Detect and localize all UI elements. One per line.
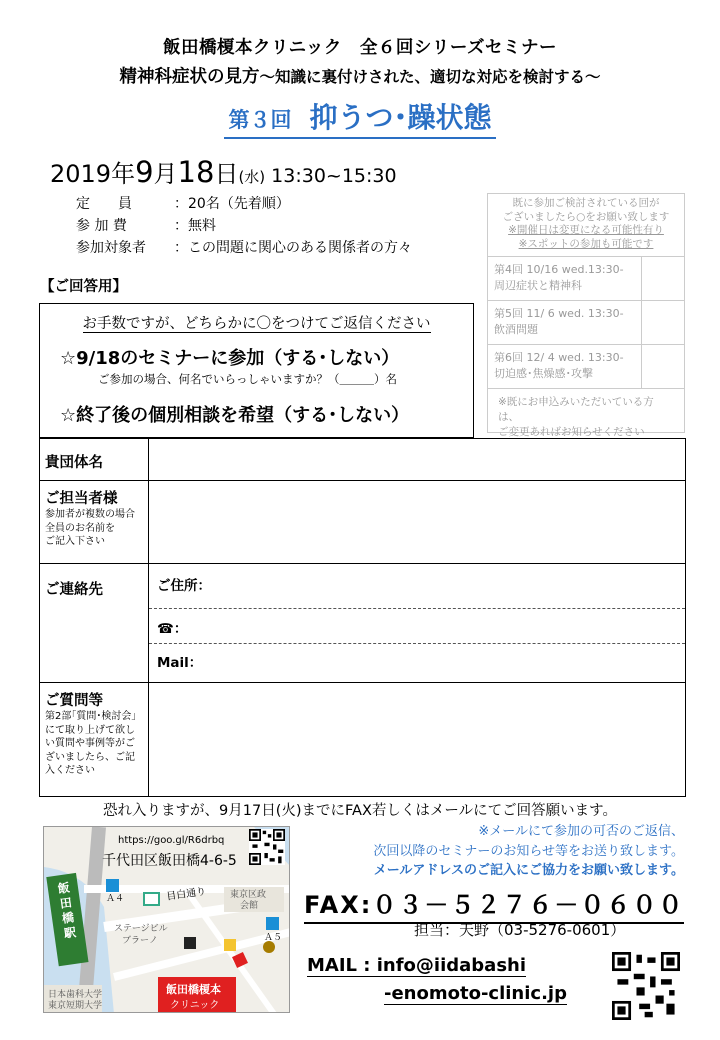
info-target: 参加対象者 ：この問題に関心のある関係者の方々 — [76, 240, 412, 256]
person-field[interactable] — [149, 481, 686, 564]
email-qr-code[interactable] — [612, 952, 680, 1020]
map-url[interactable]: https://goo.gl/R6drbq — [118, 835, 225, 846]
schedule-note-box: 既に参加ご検討されている回が ございましたら○をお願い致します ※開催日は変更になる可能性有り ※スポットの参加も可能です 第4回 10/16 wed.13:30- 周辺症状と精神科 第5回 11/ 6 wed. 13:30- 飲酒問題 第6回 12/ 4 wed. 13:30- 切迫感･焦燥感･攻撃 ※既にお申込みいただいている方は、 ご変更あればお知らせください — [487, 193, 685, 433]
exit-a5-label: Ａ５ — [264, 933, 283, 943]
clinic-marker-label: 飯田橋榎本 — [166, 983, 221, 996]
contact-label: ご連絡先 — [45, 582, 103, 598]
person-label: ご担当者様 — [45, 491, 118, 507]
reply-form-table: 貴団体名 ご担当者様 参加者が複数の場合 全員のお名前を ご記入下さい ご連絡先 ご住所： ☎： Mail： ご質問等 第2部｢質問･検討会｣にて取り上げて欲しい質問や事例等がございましたら、ご記入ください — [39, 438, 686, 797]
map-qr-code[interactable] — [249, 829, 285, 865]
org-field[interactable] — [149, 439, 686, 481]
attend-question[interactable]: ☆9/18のセミナーに参加（する･しない） — [60, 348, 400, 369]
schedule-row-6[interactable]: 第6回 12/ 4 wed. 13:30- 切迫感･焦燥感･攻撃 — [488, 345, 684, 389]
seminar-subtitle — [0, 63, 720, 88]
seminar-series-title: 飯田橋榎本クリニック 全６回シリーズセミナー — [162, 38, 558, 58]
contact-person: 担当：天野（03-5276-0601） — [414, 921, 626, 939]
question-note: 第2部｢質問･検討会｣にて取り上げて欲しい質問や事例等がございましたら、ご記入ください — [45, 711, 137, 776]
consultation-question[interactable]: ☆終了後の個別相談を希望（する･しない） — [60, 405, 410, 426]
reply-instruction: お手数ですが、どちらかに〇をつけてご返信ください — [82, 316, 431, 332]
address-field[interactable]: ご住所： — [149, 564, 685, 609]
attendee-count-question[interactable]: ご参加の場合、何名でいらっしゃいますか？（＿＿＿）名 — [98, 372, 397, 386]
email-note: ※メールにて参加の可否のご返信、 次回以降のセミナーのお知らせ等をお送り致します。 メールアドレスのご記入にご協力をお願い致します。 — [373, 824, 684, 878]
question-label: ご質問等 — [45, 693, 103, 709]
street-label: 目白通り — [165, 886, 207, 903]
session-topic: 抑うつ･躁状態 — [309, 101, 492, 134]
info-capacity: 定 員 ：20名（先着順） — [76, 196, 290, 212]
clinic-map: https://goo.gl/R6drbq 千代田区飯田橋4-6-5 飯田橋駅 Ａ４ Ａ５ 目白通り 東京区政 会館 ステージビル ブラーノ 日本歯科大学 東京短期大学 飯田橋榎本 クリニック — [43, 826, 290, 1013]
station-label: 飯田橋駅 — [56, 880, 78, 941]
question-field[interactable] — [149, 683, 686, 797]
schedule-footnote: ※既にお申込みいただいている方は、 ご変更あればお知らせください — [498, 396, 654, 438]
schedule-row-5[interactable]: 第5回 11/ 6 wed. 13:30- 飲酒問題 — [488, 301, 684, 345]
map-address: 千代田区飯田橋4-6-5 — [102, 853, 237, 869]
mail-field[interactable]: Mail： — [157, 655, 203, 671]
seminar-date: 2019年9月18日(水) 13:30~15:30 — [50, 155, 397, 189]
fax-number[interactable]: FAX:０３－５２７６－０６００ — [304, 885, 684, 924]
session-label: 第３回 — [228, 108, 292, 132]
email-address[interactable]: MAIL : info@iidabashi -enomoto-clinic.jp — [307, 955, 567, 1004]
reply-section-title: 【ご回答用】 — [40, 279, 127, 295]
phone-field[interactable]: ☎： — [149, 609, 685, 644]
subtitle-sub: ～知識に裏付けされた、適切な対応を検討する～ — [259, 68, 601, 86]
subtitle-main: 精神科症状の見方 — [119, 67, 260, 87]
exit-a4-label: Ａ４ — [106, 894, 125, 904]
org-label: 貴団体名 — [45, 455, 103, 471]
info-fee: 参 加 費 ：無料 — [76, 218, 216, 234]
session-heading — [0, 96, 720, 139]
reply-box — [39, 303, 474, 438]
schedule-row-4[interactable]: 第4回 10/16 wed.13:30- 周辺症状と精神科 — [488, 257, 684, 301]
deadline-notice: 恐れ入りますが、9月17日(火)までにFAX若しくはメールにてご回答願います。 — [103, 803, 617, 819]
